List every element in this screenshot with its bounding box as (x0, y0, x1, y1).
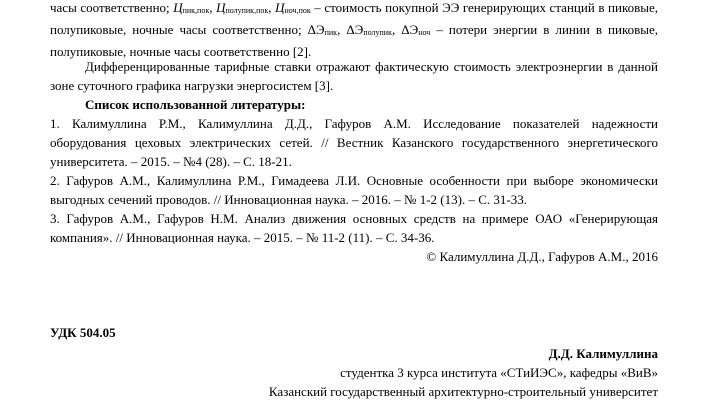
references-heading: Список использованной литературы: (85, 97, 306, 112)
tariff-peak-subscript: пик,пок (182, 6, 210, 15)
reference-1-line-2: оборудования цеховых электрических сетей. // Вестник Казанского государственного энергетического (50, 135, 658, 150)
tariff-halfpeak-symbol: Ц (216, 0, 226, 15)
udc-code: УДК 504.05 (50, 325, 116, 340)
tariff-paragraph (50, 57, 658, 95)
intro-line-2 (50, 20, 658, 42)
tariff-peak-symbol: Ц (173, 0, 183, 15)
loss-night-subscript: ноч (418, 28, 431, 37)
loss-halfpeak-subscript: полупик (363, 28, 392, 37)
reference-2-line-1: 2. Гафуров А.М., Калимуллина Р.М., Гимадеева Л.И. Основные особенности при выборе экономически (50, 173, 658, 188)
reference-3-line-1: 3. Гафуров А.М., Гафуров Н.М. Анализ движения основных средств на примере ОАО «Генерирующая (50, 211, 658, 226)
separator: , (337, 22, 347, 37)
author-block (50, 344, 658, 401)
intro-line-1-start: часы соответственно; (50, 0, 174, 15)
author-name: Д.Д. Калимуллина (548, 346, 658, 361)
loss-peak-symbol: ΔЭ (307, 22, 325, 37)
reference-1-line-3: университета. – 2015. – №4 (28). – С. 18-21. (50, 154, 292, 169)
loss-night-symbol: ΔЭ (401, 22, 419, 37)
loss-peak-subscript: пик (324, 28, 338, 37)
author-affiliation-1: студентка 3 курса института «СТиИЭС», кафедры «ВиВ» (340, 365, 658, 380)
reference-2-line-2: выгодных сечений проводов. // Инновационная наука. – 2016. – № 1-2 (13). – С. 31-33. (50, 192, 527, 207)
tariff-halfpeak-subscript: полупик,пок (225, 6, 269, 15)
copyright-line: © Калимуллина Д.Д., Гафуров А.М., 2016 (426, 249, 658, 264)
reference-item (50, 209, 658, 247)
separator: , (268, 0, 276, 15)
intro-line-1-end: – стоимость покупной ЭЭ генерирующих станций в пиковые, (310, 0, 659, 15)
intro-text (50, 0, 658, 61)
intro-line-1 (50, 0, 658, 20)
reference-1-line-1: 1. Калимуллина Р.М., Калимуллина Д.Д., Гафуров А.М. Исследование показателей надежности (50, 116, 658, 131)
reference-item (50, 114, 658, 171)
intro-line-2-start: полупиковые, ночные часы соответственно; (50, 22, 308, 37)
loss-halfpeak-symbol: ΔЭ (346, 22, 364, 37)
separator: , (209, 0, 217, 15)
tariff-night-subscript: ноч,пок (284, 6, 311, 15)
author-affiliation-2: Казанский государственный архитектурно-строительный университет (268, 384, 658, 399)
paragraph-line-2: зоне суточного графика нагрузки энергосистем [3]. (50, 78, 334, 93)
reference-item (50, 171, 658, 209)
intro-line-3: полупиковые, ночные часы соответственно [2]. (50, 44, 312, 59)
references-section (50, 95, 658, 266)
tariff-night-symbol: Ц (275, 0, 285, 15)
paragraph-line-1: Дифференцированные тарифные ставки отражают фактическую стоимость электроэнергии в данной (85, 59, 658, 74)
intro-line-2-end: – потери энергии в линии в пиковые, (430, 22, 659, 37)
separator: , (391, 22, 402, 37)
reference-3-line-2: компания». // Инновационная наука. – 2015. – № 11-2 (11). – С. 34-36. (50, 230, 435, 245)
